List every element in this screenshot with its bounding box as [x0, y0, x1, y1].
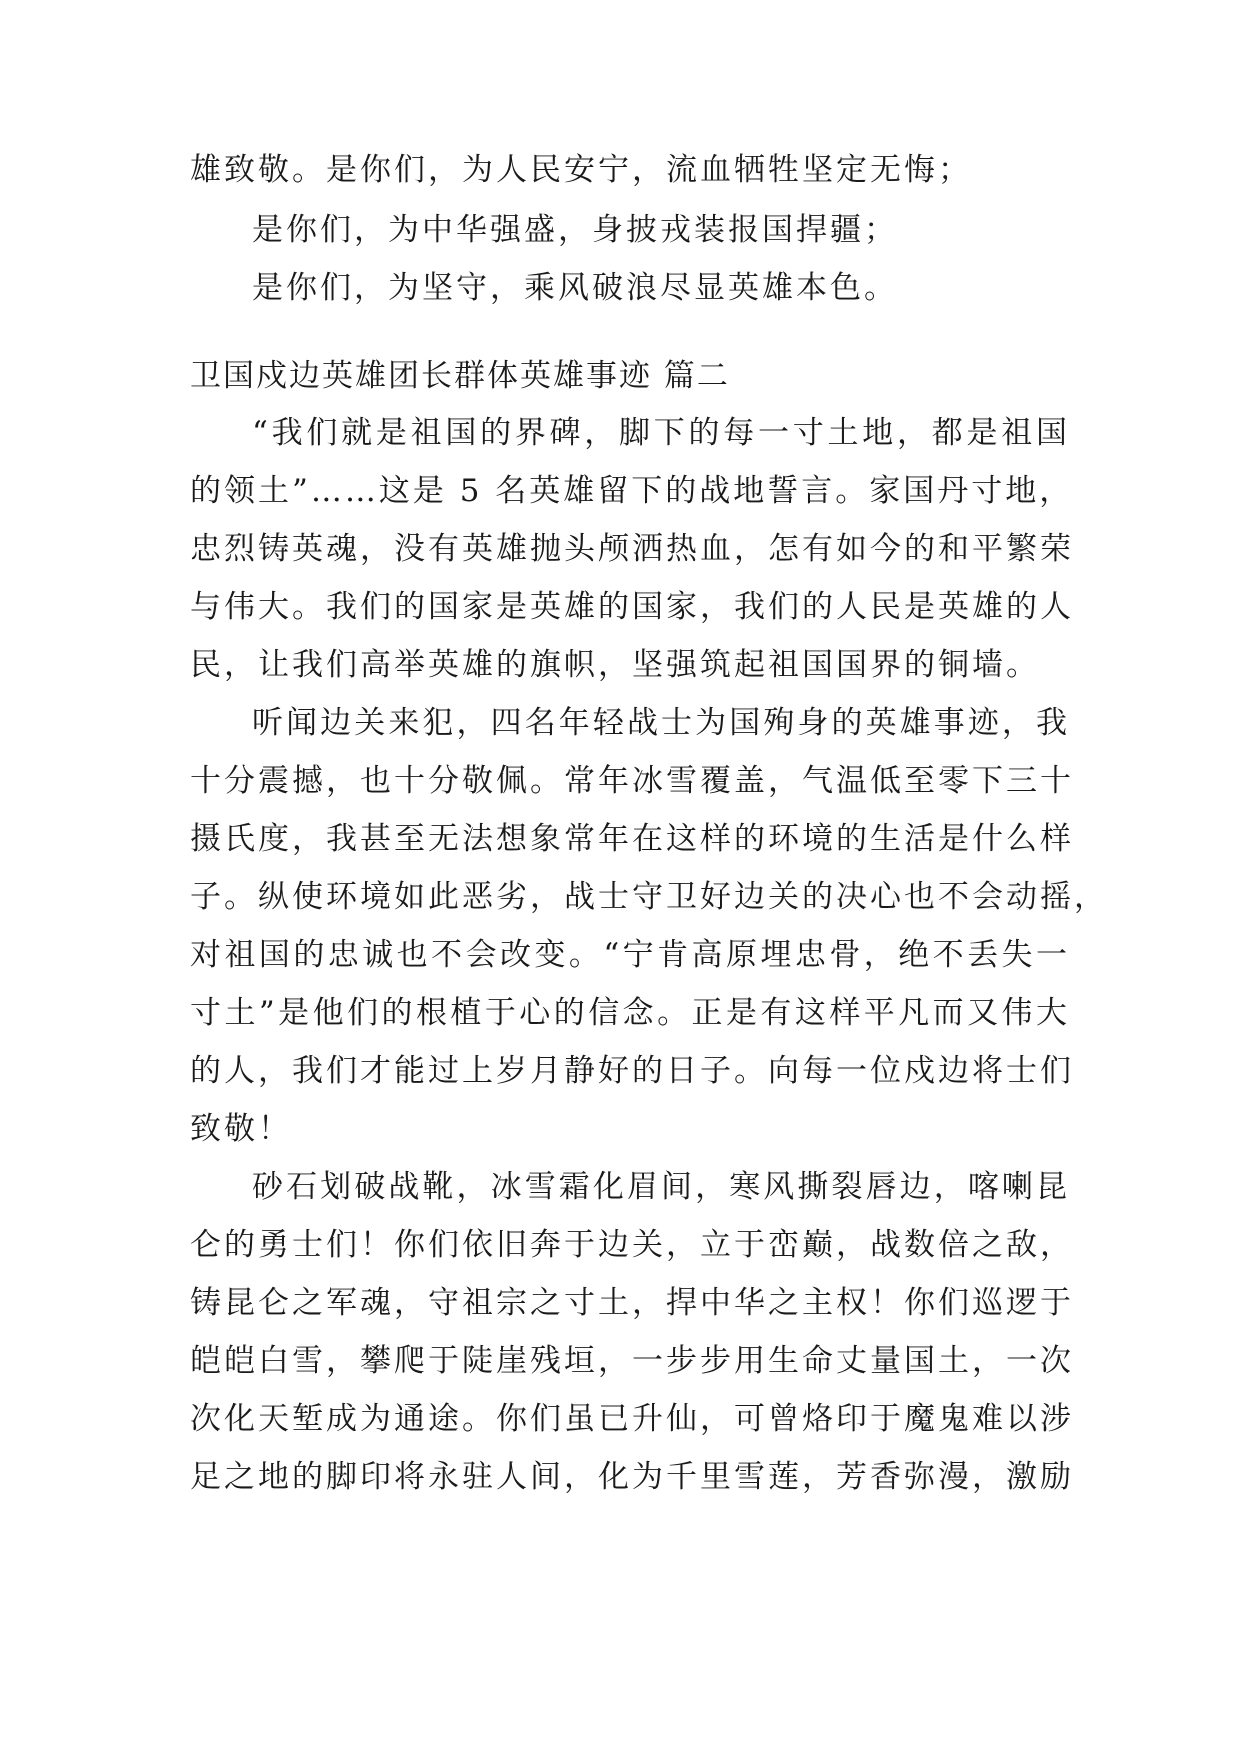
text-line: 十分震撼，也十分敬佩。常年冰雪覆盖，气温低至零下三十	[190, 763, 1074, 799]
text-line: 听闻边关来犯，四名年轻战士为国殉身的英雄事迹，我	[252, 705, 1070, 741]
text-line: 忠烈铸英魂，没有英雄抛头颅洒热血，怎有如今的和平繁荣	[190, 531, 1074, 567]
text-line: 子。纵使环境如此恶劣，战士守卫好边关的决心也不会动摇，	[190, 879, 1108, 915]
text-line: 铸昆仑之军魂，守祖宗之寸土，捍中华之主权！你们巡逻于	[190, 1285, 1074, 1321]
text-line: 足之地的脚印将永驻人间，化为千里雪莲，芳香弥漫，激励	[190, 1459, 1074, 1495]
text-line: 砂石划破战靴，冰雪霜化眉间，寒风撕裂唇边，喀喇昆	[252, 1169, 1070, 1205]
text-line: 是你们，为中华强盛，身披戎装报国捍疆；	[252, 212, 898, 248]
section-heading: 卫国戍边英雄团长群体英雄事迹 篇二	[190, 358, 730, 394]
text-line: 是你们，为坚守，乘风破浪尽显英雄本色。	[252, 270, 898, 306]
text-line: “我们就是祖国的界碑，脚下的每一寸土地，都是祖国	[252, 415, 1070, 451]
text-line: 仑的勇士们！你们依旧奔于边关，立于峦巅，战数倍之敌，	[190, 1227, 1074, 1263]
text-line: 民，让我们高举英雄的旗帜，坚强筑起祖国国界的铜墙。	[190, 647, 1040, 683]
text-line: 致敬！	[190, 1111, 292, 1147]
text-line: 的人，我们才能过上岁月静好的日子。向每一位戍边将士们	[190, 1053, 1074, 1089]
text-line: 摄氏度，我甚至无法想象常年在这样的环境的生活是什么样	[190, 821, 1074, 857]
text-line: 的领土”……这是 5 名英雄留下的战地誓言。家国丹寸地，	[190, 473, 1074, 509]
text-line: 雄致敬。是你们，为人民安宁，流血牺牲坚定无悔；	[190, 152, 972, 188]
text-line: 对祖国的忠诚也不会改变。“宁肯高原埋忠骨，绝不丢失一	[190, 937, 1070, 973]
text-line: 寸土”是他们的根植于心的信念。正是有这样平凡而又伟大	[190, 995, 1070, 1031]
text-line: 次化天堑成为通途。你们虽已升仙，可曾烙印于魔鬼难以涉	[190, 1401, 1074, 1437]
text-line: 与伟大。我们的国家是英雄的国家，我们的人民是英雄的人	[190, 589, 1074, 625]
text-line: 皑皑白雪，攀爬于陡崖残垣，一步步用生命丈量国土，一次	[190, 1343, 1074, 1379]
